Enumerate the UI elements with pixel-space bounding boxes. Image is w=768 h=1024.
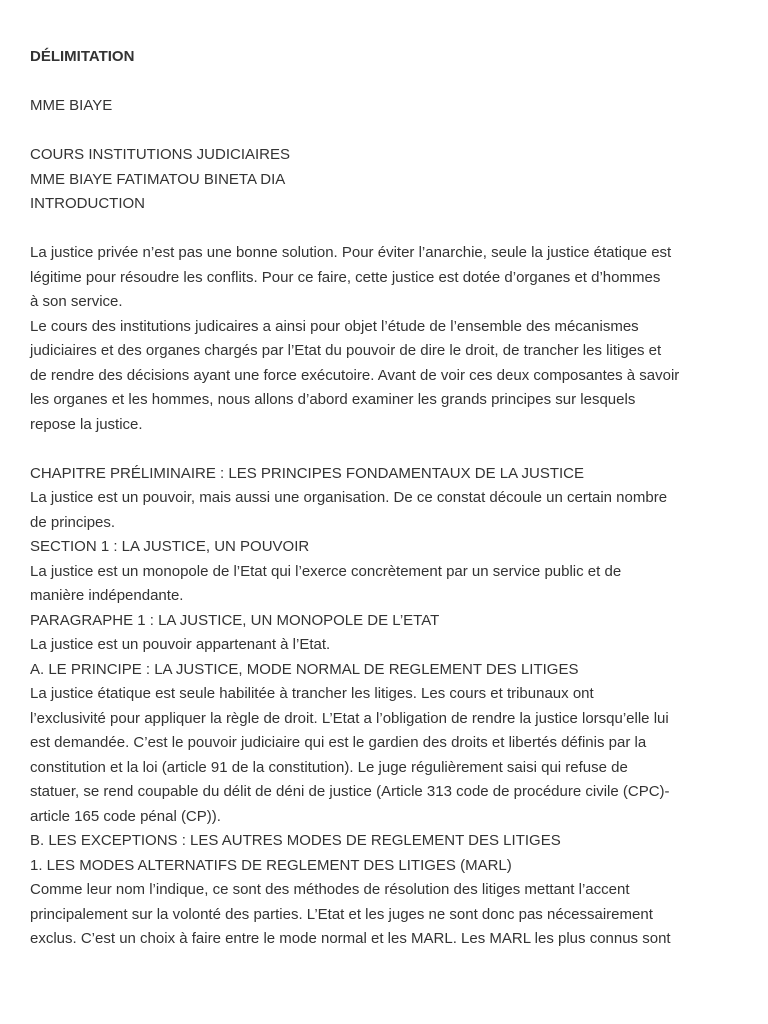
subA-title: A. LE PRINCIPE : LA JUSTICE, MODE NORMAL DE REGLEMENT DES LITIGES	[30, 660, 579, 678]
teacher-short: MME BIAYE	[30, 97, 113, 114]
course-title: COURS INSTITUTIONS JUDICIAIRES	[30, 146, 291, 163]
paragraph1-title: PARAGRAPHE 1 : LA JUSTICE, UN MONOPOLE DE L’ETAT	[30, 611, 440, 629]
intro-title: INTRODUCTION	[30, 195, 145, 212]
spacer	[30, 70, 744, 95]
marl-para-line: principalement sur la volonté des parties. L’Etat et les juges ne sont donc pas nécessairement	[30, 905, 653, 923]
spacer	[30, 119, 744, 144]
spacer	[30, 217, 744, 242]
marl-para-line: exclus. C’est un choix à faire entre le mode normal et les MARL. Les MARL les plus connus sont	[30, 930, 671, 947]
intro-para2-line: Le cours des institutions judicaires a ainsi pour objet l’étude de l’ensemble des mécanismes	[30, 317, 639, 335]
subA-para-line: La justice étatique est seule habilitée à trancher les litiges. Les cours et tribunaux ont	[30, 685, 594, 702]
section1-title: SECTION 1 : LA JUSTICE, UN POUVOIR	[30, 538, 310, 555]
subA-para-line: statuer, se rend coupable du délit de déni de justice (Article 313 code de procédure civile (CPC)-	[30, 783, 670, 800]
spacer	[30, 437, 744, 462]
marl-title: 1. LES MODES ALTERNATIFS DE REGLEMENT DES LITIGES (MARL)	[30, 856, 512, 874]
intro-para2-line: les organes et les hommes, nous allons d’abord examiner les grands principes sur lesquels	[30, 391, 636, 408]
subA-para-line: l’exclusivité pour appliquer la règle de droit. L’Etat a l’obligation de rendre la justice lorsqu’elle lui	[30, 709, 669, 727]
intro-para1-line: légitime pour résoudre les conflits. Pour ce faire, cette justice est dotée d’organes et d’hommes	[30, 268, 661, 286]
section1-para-line: manière indépendante.	[30, 587, 184, 604]
intro-para1-line: La justice privée n’est pas une bonne solution. Pour éviter l’anarchie, seule la justice étatique est	[30, 244, 672, 261]
section1-para-line: La justice est un monopole de l’Etat qui l’exerce concrètement par un service public et de	[30, 562, 622, 580]
subA-para-line: est demandée. C’est le pouvoir judiciaire qui est le gardien des droits et libertés définis par la	[30, 734, 647, 751]
chapter-title: CHAPITRE PRÉLIMINAIRE : LES PRINCIPES FONDAMENTAUX DE LA JUSTICE	[30, 464, 584, 482]
intro-para1-line: à son service.	[30, 293, 123, 310]
intro-para2-line: repose la justice.	[30, 415, 143, 433]
intro-para2-line: judiciaires et des organes chargés par l’Etat du pouvoir de dire le droit, de trancher les litiges et	[30, 342, 662, 359]
document-heading: DÉLIMITATION	[30, 48, 135, 65]
subB-title: B. LES EXCEPTIONS : LES AUTRES MODES DE REGLEMENT DES LITIGES	[30, 832, 561, 849]
chapter-para-line: La justice est un pouvoir, mais aussi une organisation. De ce constat découle un certain nombre	[30, 489, 668, 506]
marl-para-line: Comme leur nom l’indique, ce sont des méthodes de résolution des litiges mettant l’accent	[30, 881, 630, 898]
paragraph1-para-line: La justice est un pouvoir appartenant à l’Etat.	[30, 636, 331, 653]
subA-para-line: article 165 code pénal (CP)).	[30, 807, 221, 825]
subA-para-line: constitution et la loi (article 91 de la constitution). Le juge régulièrement saisi qui refuse de	[30, 758, 628, 776]
chapter-para-line: de principes.	[30, 513, 116, 531]
teacher-full: MME BIAYE FATIMATOU BINETA DIA	[30, 170, 286, 188]
intro-para2-line: de rendre des décisions ayant une force exécutoire. Avant de voir ces deux composantes à savoir	[30, 366, 680, 384]
